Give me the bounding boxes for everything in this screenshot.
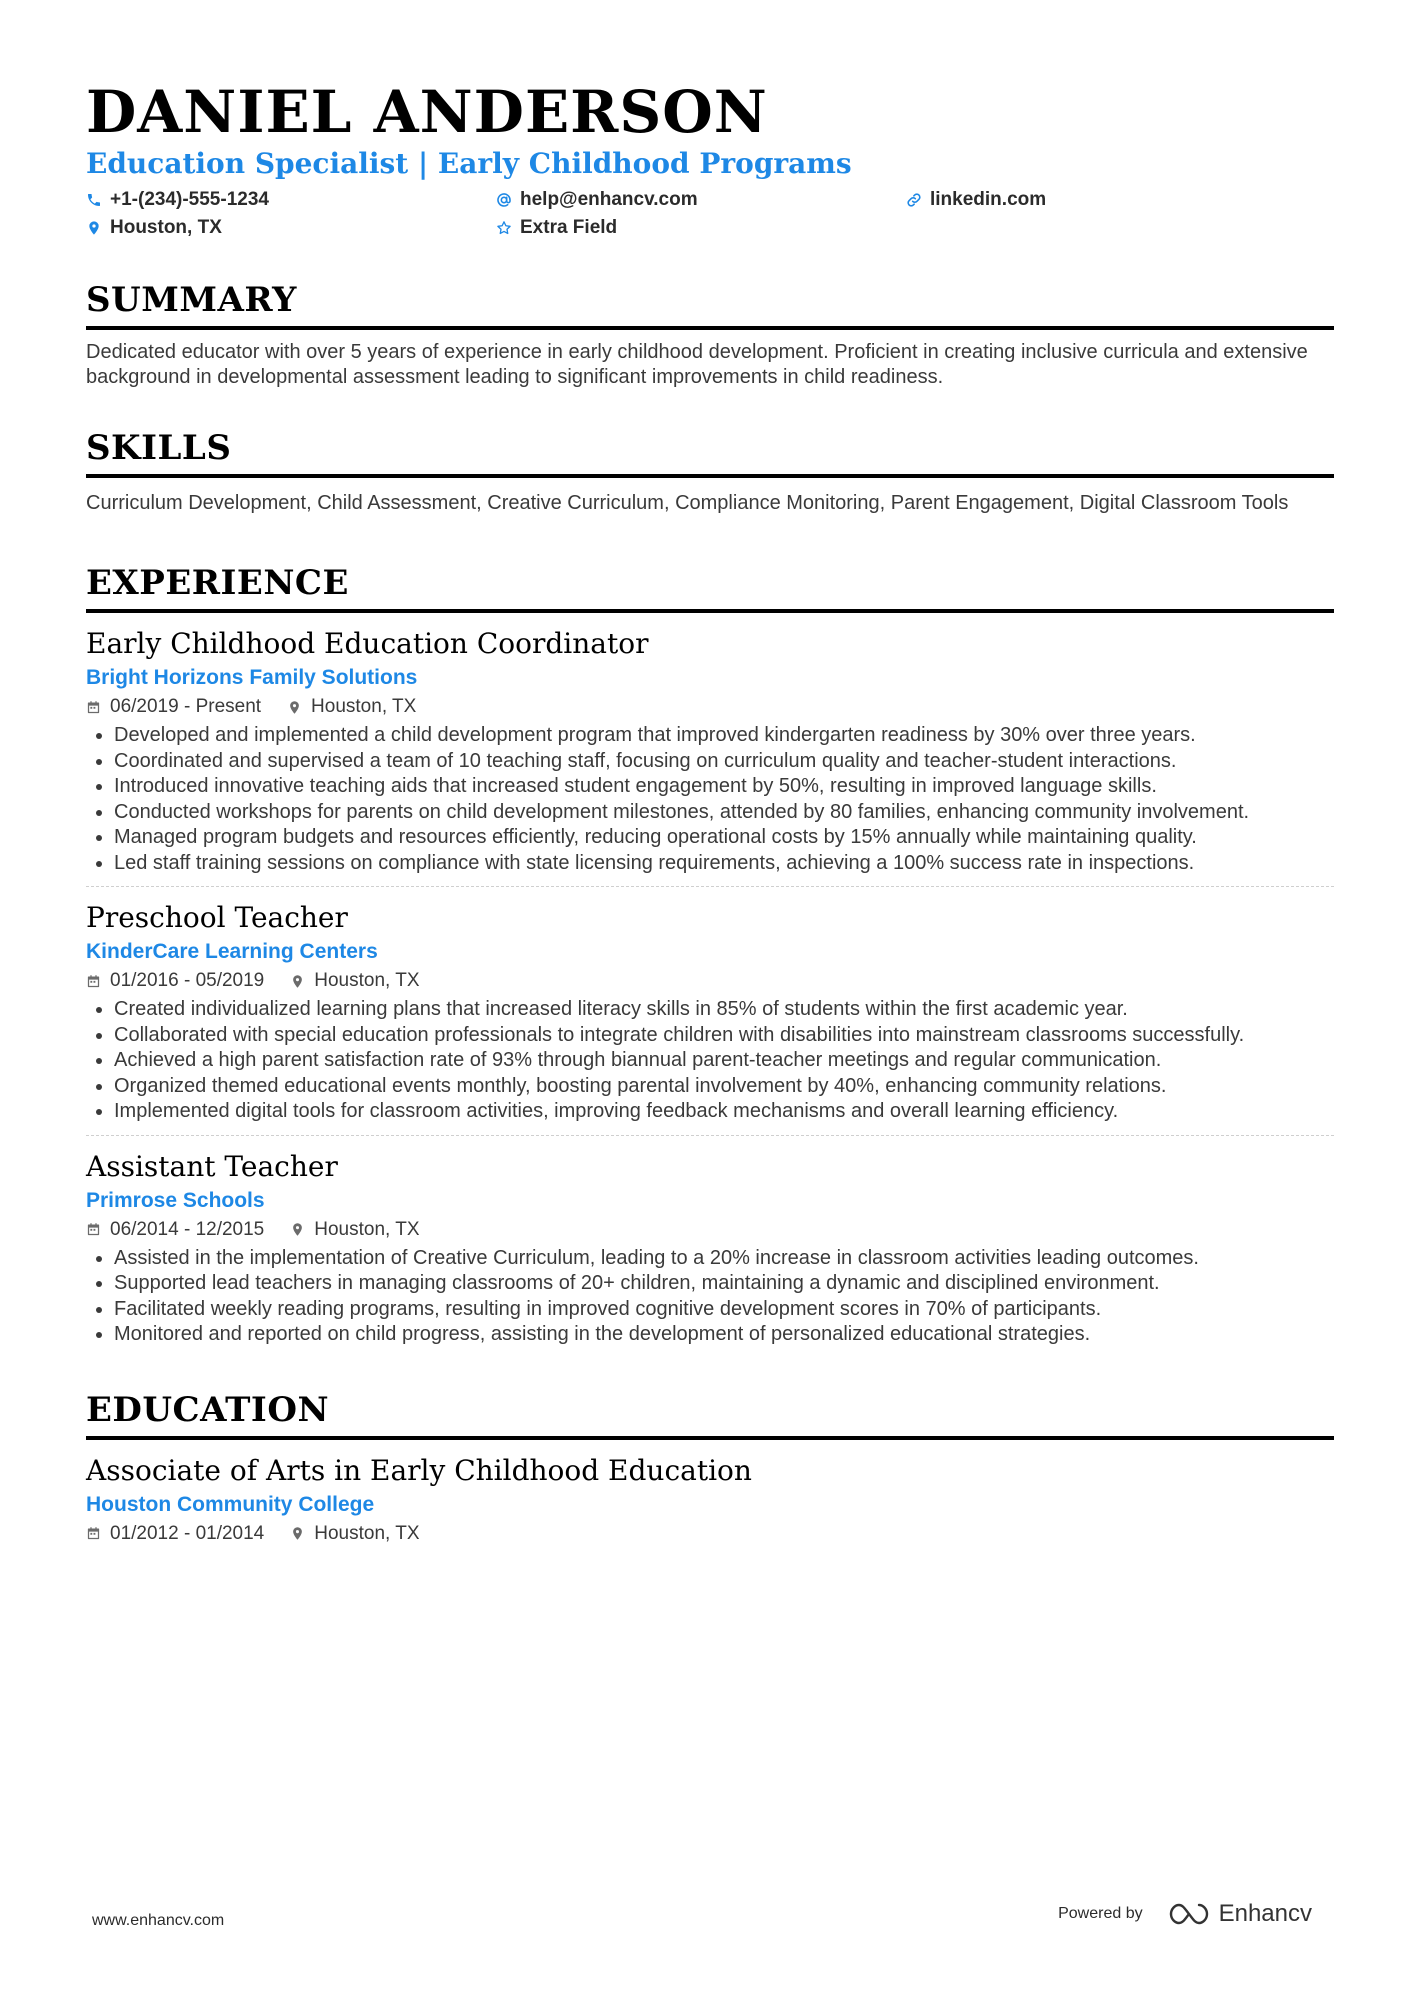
skills-section xyxy=(86,428,1334,517)
job-meta xyxy=(86,1216,1334,1244)
achievement-bullet: • Led staff training sessions on compliance with state licensing requirements, achieving a 100% success rate in inspections. xyxy=(114,851,1334,877)
company-name: Primrose Schools xyxy=(86,1188,265,1212)
calendar-icon xyxy=(86,700,101,715)
skills-text: Curriculum Development, Child Assessment, Creative Curriculum, Compliance Monitoring, Parent Engagement, Digital Classroom Tools xyxy=(86,492,1289,514)
contact-location xyxy=(86,216,496,240)
resume-header xyxy=(86,78,1334,240)
achievement-bullet: • Supported lead teachers in managing classrooms of 20+ children, maintaining a dynamic and disciplined environment. xyxy=(114,1271,1334,1297)
job-meta xyxy=(86,967,1334,995)
job-location xyxy=(290,967,419,995)
education-entry xyxy=(86,1440,1334,1558)
education-meta xyxy=(86,1520,1334,1548)
experience-list xyxy=(86,613,1334,1358)
section-title: SKILLS xyxy=(86,428,1334,478)
achievement-bullet: • Introduced innovative teaching aids that increased student engagement by 50%, resulting in improved language skills. xyxy=(114,774,1334,800)
achievement-bullet: • Conducted workshops for parents on child development milestones, attended by 80 families, enhancing community involvement. xyxy=(114,800,1334,826)
job-dates xyxy=(86,1216,264,1244)
achievement-bullet: • Developed and implemented a child development program that improved kindergarten readiness by 30% over three years. xyxy=(114,723,1334,749)
section-title: SUMMARY xyxy=(86,280,1334,330)
location-text: Houston, TX xyxy=(314,1522,420,1544)
resume-page xyxy=(86,78,1334,1558)
enhancv-logo-icon xyxy=(1167,1901,1213,1927)
achievement-bullet: • Achieved a high parent satisfaction rate of 93% through biannual parent-teacher meetings and regular communication. xyxy=(114,1048,1334,1074)
footer-branding xyxy=(1058,1900,1312,1928)
job-dates xyxy=(86,693,261,721)
phone-text: +1-(234)-555-1234 xyxy=(110,189,269,210)
candidate-headline: Education Specialist | Early Childhood Programs xyxy=(86,147,852,180)
contact-info xyxy=(86,188,1334,240)
dates-text: 01/2012 - 01/2014 xyxy=(110,1522,265,1544)
phone-icon xyxy=(86,192,102,208)
map-pin-icon xyxy=(290,1222,305,1237)
achievement-list xyxy=(86,723,1334,876)
summary-text: Dedicated educator with over 5 years of experience in early childhood development. Proficient in creating inclusive curricula and extensive background in developmental assessment leading to significant improvements in child readiness. xyxy=(86,341,1308,388)
job-dates xyxy=(86,967,264,995)
section-title: EDUCATION xyxy=(86,1390,1334,1440)
section-title: EXPERIENCE xyxy=(86,563,1334,613)
job-location xyxy=(290,1216,419,1244)
calendar-icon xyxy=(86,1526,101,1541)
contact-extra xyxy=(496,216,906,240)
company-name: Bright Horizons Family Solutions xyxy=(86,666,418,689)
education-section xyxy=(86,1390,1334,1558)
achievement-bullet: • Assisted in the implementation of Creative Curriculum, leading to a 20% increase in classroom activities leading outcomes. xyxy=(114,1246,1334,1272)
brand-text: Enhancv xyxy=(1218,1900,1312,1927)
enhancv-logo[interactable] xyxy=(1167,1900,1312,1928)
experience-entry xyxy=(86,886,1334,1135)
summary-section xyxy=(86,280,1334,390)
achievement-list xyxy=(86,997,1334,1125)
contact-email[interactable] xyxy=(496,188,906,212)
calendar-icon xyxy=(86,974,101,989)
education-location xyxy=(290,1520,419,1548)
achievement-bullet: • Managed program budgets and resources efficiently, reducing operational costs by 15% annually while maintaining quality. xyxy=(114,825,1334,851)
dates-text: 06/2019 - Present xyxy=(110,696,262,717)
job-title: Assistant Teacher xyxy=(86,1149,338,1183)
map-pin-icon xyxy=(86,220,102,236)
location-text: Houston, TX xyxy=(314,970,420,991)
location-text: Houston, TX xyxy=(314,1218,420,1240)
job-location xyxy=(287,693,416,721)
achievement-bullet: • Created individualized learning plans that increased literacy skills in 85% of students within the first academic year. xyxy=(114,997,1334,1023)
achievement-bullet: • Implemented digital tools for classroom activities, improving feedback mechanisms and overall learning efficiency. xyxy=(114,1099,1334,1125)
email-text: help@enhancv.com xyxy=(520,189,698,210)
powered-by-text: Powered by xyxy=(1058,1905,1143,1922)
school-name: Houston Community College xyxy=(86,1492,375,1516)
location-text: Houston, TX xyxy=(110,217,222,238)
experience-entry xyxy=(86,613,1334,886)
map-pin-icon xyxy=(290,974,305,989)
dates-text: 06/2014 - 12/2015 xyxy=(110,1218,265,1240)
map-pin-icon xyxy=(287,700,302,715)
contact-linkedin[interactable] xyxy=(906,188,1306,212)
map-pin-icon xyxy=(290,1526,305,1541)
link-icon xyxy=(906,192,922,208)
achievement-bullet: • Coordinated and supervised a team of 10 teaching staff, focusing on curriculum quality and teacher-student interactions. xyxy=(114,749,1334,775)
extra-text: Extra Field xyxy=(520,217,618,238)
footer-website[interactable]: www.enhancv.com xyxy=(92,1912,225,1929)
experience-section xyxy=(86,563,1334,1358)
contact-phone[interactable] xyxy=(86,188,496,212)
company-name: KinderCare Learning Centers xyxy=(86,940,378,963)
candidate-name: DANIEL ANDERSON xyxy=(86,78,768,146)
achievement-bullet: • Monitored and reported on child progress, assisting in the development of personalized educational strategies. xyxy=(114,1322,1334,1348)
at-icon xyxy=(496,192,512,208)
dates-text: 01/2016 - 05/2019 xyxy=(110,970,265,991)
experience-entry xyxy=(86,1135,1334,1358)
linkedin-text: linkedin.com xyxy=(930,189,1047,210)
achievement-bullet: • Collaborated with special education professionals to integrate children with disabilities into mainstream classrooms successfully. xyxy=(114,1023,1334,1049)
job-title: Early Childhood Education Coordinator xyxy=(86,627,649,660)
location-text: Houston, TX xyxy=(311,696,417,717)
star-icon xyxy=(496,220,512,236)
education-dates xyxy=(86,1520,264,1548)
job-meta xyxy=(86,693,1334,721)
job-title: Preschool Teacher xyxy=(86,901,348,934)
achievement-bullet: • Organized themed educational events monthly, boosting parental involvement by 40%, enhancing community relations. xyxy=(114,1074,1334,1100)
calendar-icon xyxy=(86,1222,101,1237)
degree-title: Associate of Arts in Early Childhood Education xyxy=(86,1453,752,1487)
achievement-bullet: • Facilitated weekly reading programs, resulting in improved cognitive development scores in 70% of participants. xyxy=(114,1297,1334,1323)
achievement-list xyxy=(86,1246,1334,1348)
